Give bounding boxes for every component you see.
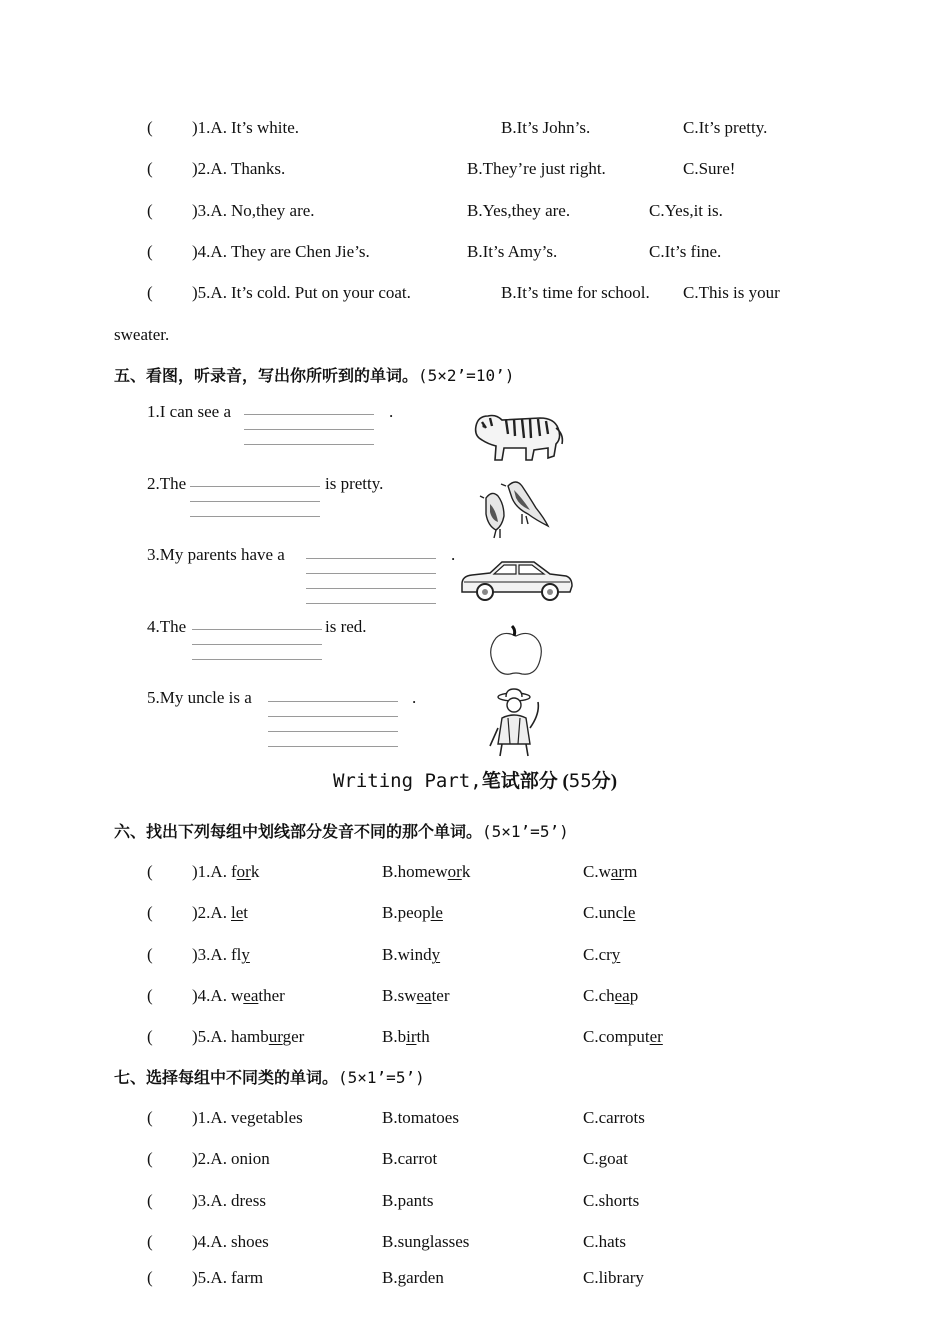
writing-part-score-unit: 分 (591, 770, 611, 792)
option-b: B.tomatoes (382, 1108, 459, 1127)
option-a: No,they are. (231, 201, 315, 220)
answer-paren[interactable]: ( (147, 201, 153, 220)
answer-lines[interactable] (306, 558, 436, 618)
writing-part-title (0, 769, 950, 794)
fill-item-5-end: . (412, 688, 417, 707)
option-b: B.people (382, 903, 443, 922)
answer-paren[interactable]: ( (147, 1027, 153, 1046)
answer-lines[interactable] (192, 629, 322, 674)
fill-item-3-end: . (451, 545, 456, 564)
question-number: )5.A. (192, 283, 227, 302)
section-5-heading-text: 五、看图，听录音，写出你所听到的单词。 (114, 366, 419, 385)
question-number: )4.A. (192, 1232, 227, 1251)
answer-paren[interactable]: ( (147, 1149, 153, 1168)
question-number: )4.A. (192, 242, 227, 261)
option-a: hamburger (231, 1027, 305, 1046)
question-number: )2.A. (192, 1149, 227, 1168)
option-a: It’s white. (231, 118, 299, 137)
answer-paren[interactable]: ( (147, 242, 153, 261)
option-a: shoes (231, 1232, 269, 1251)
section-5-heading (114, 366, 514, 386)
option-c: C.It’s pretty. (683, 118, 768, 137)
option-b: B.pants (382, 1191, 434, 1210)
option-c: C.hats (583, 1232, 626, 1251)
apple-picture (486, 622, 546, 678)
option-a: weather (231, 986, 285, 1005)
question-number: )3.A. (192, 201, 227, 220)
option-a: Thanks. (231, 159, 286, 178)
option-a: fly (231, 945, 250, 964)
fill-item-2-text: 2.The (147, 474, 187, 493)
answer-paren[interactable]: ( (147, 1232, 153, 1251)
fill-item-4-end: is red. (325, 617, 367, 636)
writing-part-score-close: ) (610, 771, 618, 792)
question-number: )3.A. (192, 1191, 227, 1210)
option-a: fork (231, 862, 260, 881)
option-b: B.birth (382, 1027, 430, 1046)
question-number: )5.A. (192, 1027, 227, 1046)
option-c-continued: sweater. (114, 325, 170, 344)
section-7-heading-text: 七、选择每组中不同类的单词。 (114, 1068, 339, 1087)
answer-paren[interactable]: ( (147, 118, 153, 137)
answer-paren[interactable]: ( (147, 1191, 153, 1210)
answer-lines[interactable] (244, 414, 374, 459)
option-c: C.Yes,it is. (649, 201, 723, 220)
option-b: B.windy (382, 945, 441, 964)
answer-paren[interactable]: ( (147, 159, 153, 178)
answer-paren[interactable]: ( (147, 1108, 153, 1127)
fill-item-1-text: 1.I can see a (147, 402, 232, 421)
option-c: C.carrots (583, 1108, 645, 1127)
option-b: B.It’s Amy’s. (467, 242, 558, 261)
answer-paren[interactable]: ( (147, 903, 153, 922)
fill-item-4-text: 4.The (147, 617, 187, 636)
option-b: B.It’s John’s. (501, 118, 591, 137)
option-a: onion (231, 1149, 270, 1168)
option-c: C.goat (583, 1149, 628, 1168)
question-number: )3.A. (192, 945, 227, 964)
writing-part-score-number: 55 (568, 770, 592, 792)
question-number: )4.A. (192, 986, 227, 1005)
answer-lines[interactable] (268, 701, 398, 761)
option-a: dress (231, 1191, 266, 1210)
section-7-heading (114, 1068, 425, 1088)
answer-paren[interactable]: ( (147, 862, 153, 881)
answer-paren[interactable]: ( (147, 945, 153, 964)
fill-item-5-text: 5.My uncle is a (147, 688, 252, 707)
question-number: )2.A. (192, 159, 227, 178)
question-number: )2.A. (192, 903, 227, 922)
option-a: farm (231, 1268, 264, 1287)
option-b: B.garden (382, 1268, 444, 1287)
section-5-score: (5×2’=10’) (418, 366, 515, 385)
option-b: B.It’s time for school. (501, 283, 650, 302)
option-c: C.It’s fine. (649, 242, 722, 261)
option-c: C.library (583, 1268, 644, 1287)
option-a: It’s cold. Put on your coat. (231, 283, 411, 302)
question-number: )1.A. (192, 862, 227, 881)
fill-item-1-end: . (389, 402, 394, 421)
option-c: C.warm (583, 862, 638, 881)
section-6-heading (114, 822, 569, 842)
question-number: )1.A. (192, 1108, 227, 1127)
tiger-picture (468, 404, 564, 464)
option-c: C.Sure! (683, 159, 736, 178)
writing-part-title-cn: 笔试部分 (481, 770, 558, 792)
option-c: C.computer (583, 1027, 663, 1046)
option-c: C.shorts (583, 1191, 640, 1210)
car-picture (458, 556, 574, 604)
fill-item-2-end: is pretty. (325, 474, 384, 493)
option-c: C.cry (583, 945, 621, 964)
question-number: )5.A. (192, 1268, 227, 1287)
option-c: C.This is your (683, 283, 780, 302)
option-a: let (231, 903, 249, 922)
answer-paren[interactable]: ( (147, 986, 153, 1005)
option-b: B.carrot (382, 1149, 438, 1168)
option-b: B.homework (382, 862, 471, 881)
answer-lines[interactable] (190, 486, 320, 531)
option-a: They are Chen Jie’s. (231, 242, 370, 261)
option-b: B.They’re just right. (467, 159, 606, 178)
answer-paren[interactable]: ( (147, 283, 153, 302)
option-c: C.cheap (583, 986, 639, 1005)
writing-part-score-open: ( (557, 771, 569, 792)
section-7-score: (5×1’=5’) (338, 1068, 425, 1087)
question-number: )1.A. (192, 118, 227, 137)
option-a: vegetables (231, 1108, 303, 1127)
section-6-score: (5×1’=5’) (482, 822, 569, 841)
option-b: B.Yes,they are. (467, 201, 571, 220)
section-6-heading-text: 六、找出下列每组中划线部分发音不同的那个单词。 (114, 822, 483, 841)
farmer-picture (484, 688, 548, 758)
option-b: B.sunglasses (382, 1232, 470, 1251)
option-b: B.sweater (382, 986, 450, 1005)
writing-part-title-en: Writing Part, (332, 770, 482, 792)
fill-item-3-text: 3.My parents have a (147, 545, 285, 564)
birds-picture (478, 474, 552, 542)
answer-paren[interactable]: ( (147, 1268, 153, 1287)
option-c: C.uncle (583, 903, 636, 922)
